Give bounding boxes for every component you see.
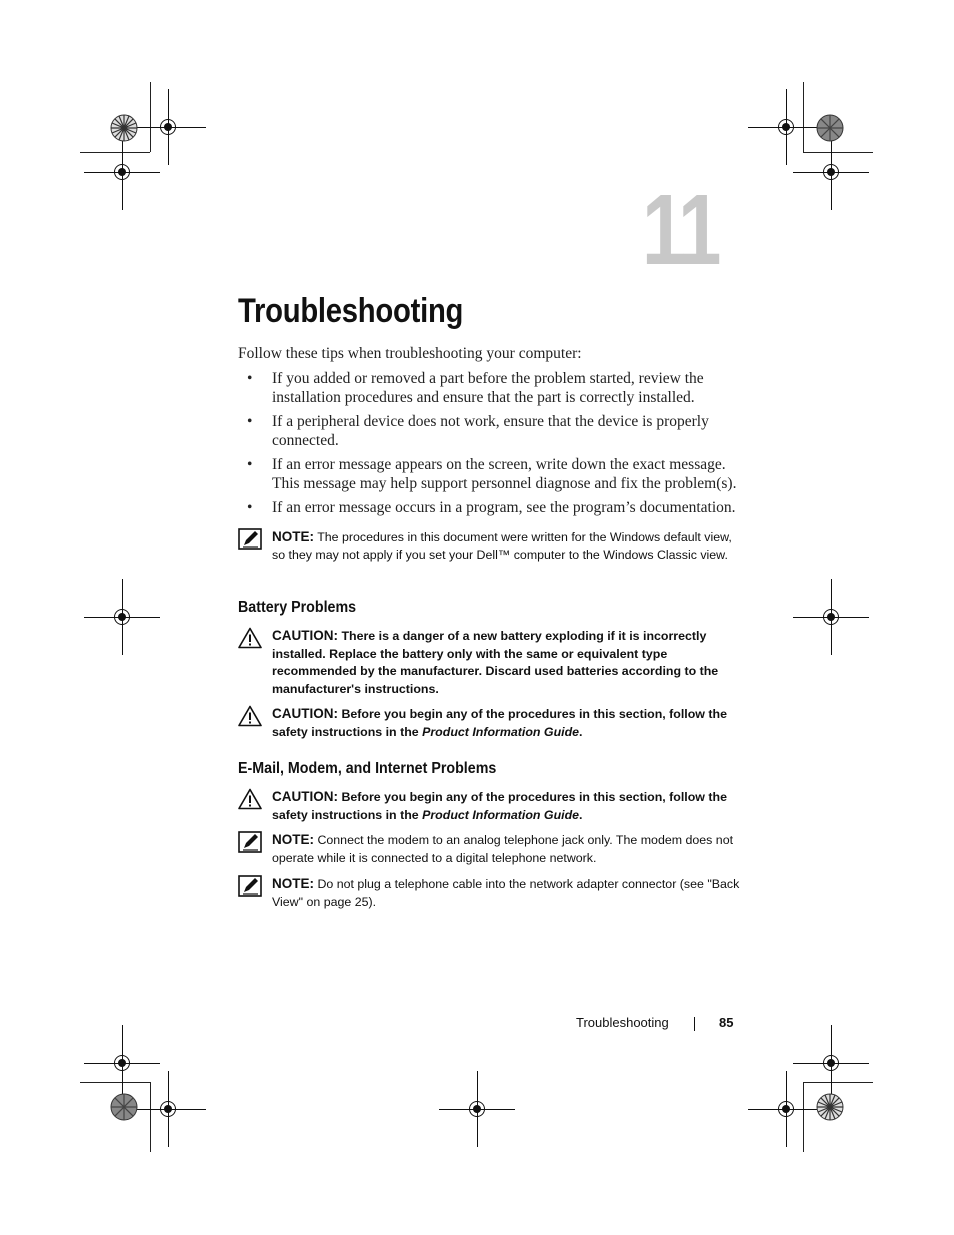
bullet-symbol: • [247, 456, 253, 473]
footer-section-name: Troubleshooting [576, 1015, 669, 1030]
note-body: Do not plug a telephone cable into the network adapter connector (see "Back View" on page 25). [272, 877, 740, 909]
caution-body: Before you begin any of the procedures in this section, follow the safety instructions in the [272, 707, 727, 739]
footer-divider [694, 1017, 695, 1031]
tips-list [238, 370, 748, 524]
note-text [272, 831, 744, 867]
guide-title: Product Information Guide [422, 724, 580, 739]
caution-label: CAUTION: [272, 789, 338, 804]
crop-mark [803, 152, 873, 153]
star-target-icon [816, 1093, 844, 1121]
crop-mark [150, 1082, 151, 1152]
guide-title: Product Information Guide [422, 807, 580, 822]
caution-text [272, 705, 744, 741]
caution-text [272, 627, 744, 698]
star-target-icon [816, 114, 844, 142]
caution-end: . [579, 724, 583, 739]
section-heading-battery: Battery Problems [238, 599, 357, 616]
intro-text: Follow these tips when troubleshooting your computer: [238, 345, 582, 362]
crop-mark [803, 82, 804, 152]
note-label: NOTE: [272, 876, 314, 891]
crop-mark [80, 1082, 150, 1083]
note-label: NOTE: [272, 529, 314, 544]
crop-mark [150, 82, 151, 152]
list-item [238, 370, 748, 407]
caution-end: . [579, 807, 583, 822]
list-item-text: If a peripheral device does not work, ensure that the device is properly connected. [272, 413, 709, 449]
list-item [238, 456, 748, 493]
caution-label: CAUTION: [272, 628, 338, 643]
chapter-number: 11 [642, 174, 719, 286]
note-body: Connect the modem to an analog telephone jack only. The modem does not operate while it is connected to a digital telephone network. [272, 833, 734, 865]
caution-triangle-icon [238, 788, 262, 810]
bullet-symbol: • [247, 413, 253, 430]
crop-mark [803, 1082, 873, 1083]
list-item-text: If an error message occurs in a program, see the program’s documentation. [272, 499, 736, 516]
note-pencil-icon [238, 875, 262, 897]
note-pencil-icon [238, 528, 262, 550]
bullet-symbol: • [247, 499, 253, 516]
page-number: 85 [719, 1015, 734, 1030]
list-item [238, 413, 748, 450]
list-item-text: If an error message appears on the screen, write down the exact message. This message may help support personnel diagnose and fix the problem(s). [272, 456, 737, 492]
note-text [272, 528, 744, 564]
note-pencil-icon [238, 831, 262, 853]
note-body: The procedures in this document were written for the Windows default view, so they may not apply if you set your Dell™ computer to the Windows Classic view. [272, 530, 732, 562]
crop-mark [80, 152, 150, 153]
note-text [272, 875, 744, 911]
caution-body: There is a danger of a new battery exploding if it is incorrectly installed. Replace the battery only with the same or equivalent type recommended by the manufacturer. Discard used batteries according to the manufacturer's instructions. [272, 629, 719, 696]
star-target-icon [110, 1093, 138, 1121]
section-heading-email: E-Mail, Modem, and Internet Problems [238, 760, 497, 777]
caution-label: CAUTION: [272, 706, 338, 721]
list-item [238, 499, 748, 518]
caution-triangle-icon [238, 627, 262, 649]
bullet-symbol: • [247, 370, 253, 387]
star-target-icon [110, 114, 138, 142]
crop-mark [803, 1082, 804, 1152]
caution-triangle-icon [238, 705, 262, 727]
list-item-text: If you added or removed a part before the problem started, review the installation procedures and ensure that the part is correctly installed. [272, 370, 704, 406]
page-title: Troubleshooting [238, 292, 464, 330]
caution-text [272, 788, 744, 824]
note-label: NOTE: [272, 832, 314, 847]
caution-body: Before you begin any of the procedures in this section, follow the safety instructions in the [272, 790, 727, 822]
